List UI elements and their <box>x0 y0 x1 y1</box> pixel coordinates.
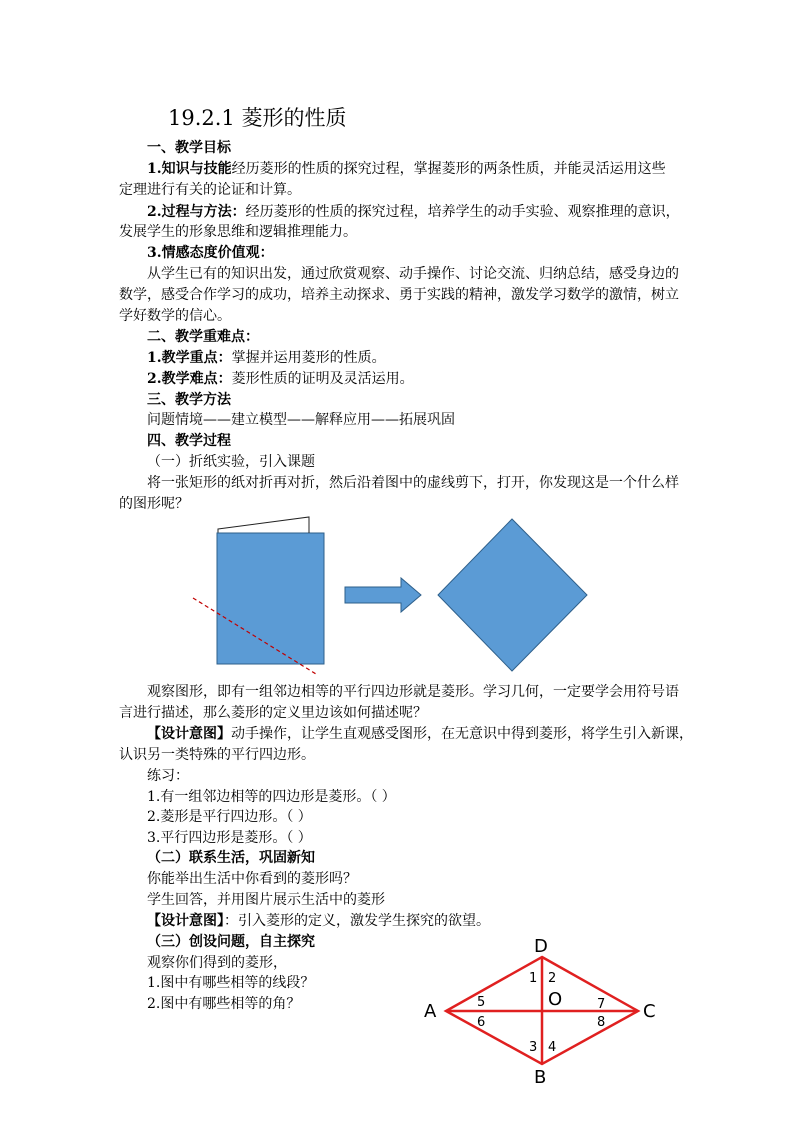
rhombus-abcd <box>446 957 638 1064</box>
design-intent-1 <box>147 724 693 744</box>
angle-label-4: 4 <box>548 1040 557 1055</box>
part3-heading: （三）创设问题，自主探究 <box>147 934 315 950</box>
section-heading-process: 四、教学过程 <box>147 433 231 449</box>
goal-process <box>147 202 680 222</box>
explore-text: 观察你们得到的菱形， <box>147 955 287 971</box>
goal-knowledge-label: 1.知识与技能 <box>147 161 232 177</box>
design-intent-2 <box>147 911 490 931</box>
fold-instruction-1: 将一张矩形的纸对折再对折，然后沿着图中的虚线剪下，打开，你发现这是一个什么样 <box>147 475 679 491</box>
design-intent-2-label: 【设计意图】 <box>147 913 224 929</box>
angle-label-5: 5 <box>477 995 486 1010</box>
result-rhombus <box>438 519 587 671</box>
section-heading-method: 三、教学方法 <box>147 392 231 408</box>
life-answer: 学生回答，并用图片展示生活中的菱形 <box>147 892 385 908</box>
goal-emotion-text1: 从学生已有的知识出发，通过欣赏观察、动手操作、讨论交流、归纳总结，感受身边的 <box>147 266 679 282</box>
section-heading-keypoints: 二、教学重难点： <box>147 329 259 345</box>
arrow-right-icon <box>345 578 421 612</box>
explore-question-1: 1.图中有哪些相等的线段？ <box>147 975 315 991</box>
vertex-label-c: C <box>643 1001 656 1022</box>
vertex-label-d: D <box>534 936 548 957</box>
method-text: 问题情境——建立模型——解释应用——拓展巩固 <box>147 412 455 428</box>
design-intent-1-cont: 认识另一类特殊的平行四边形。 <box>119 747 315 763</box>
cut-line <box>193 598 316 674</box>
fold-instruction-2: 的图形呢？ <box>119 496 189 512</box>
goal-emotion-text2: 数学，感受合作学习的成功，培养主动探求、勇于实践的精神，激发学习数学的激情，树立 <box>119 287 679 303</box>
observe-text-1: 观察图形，即有一组邻边相等的平行四边形就是菱形。学习几何，一定要学会用符号语 <box>147 684 679 700</box>
keypoint-focus-label: 1.教学重点： <box>147 350 232 366</box>
angle-label-2: 2 <box>548 971 557 986</box>
keypoint-difficulty <box>147 369 414 389</box>
life-question: 你能举出生活中你看到的菱形吗？ <box>147 871 357 887</box>
angle-label-6: 6 <box>477 1015 486 1030</box>
design-intent-1-text: 动手操作，让学生直观感受图形，在无意识中得到菱形，将学生引入新课， <box>231 726 693 742</box>
folded-paper-back <box>218 517 309 657</box>
angle-label-3: 3 <box>529 1040 538 1055</box>
part2-heading: （二）联系生活，巩固新知 <box>147 850 315 866</box>
vertex-label-a: A <box>424 1001 437 1022</box>
page-title: 19.2.1 菱形的性质 <box>168 106 347 130</box>
practice-question-2: 2.菱形是平行四边形。（ ） <box>147 809 312 825</box>
goal-process-text: 经历菱形的性质的探究过程，培养学生的动手实验、观察推理的意识， <box>245 204 680 220</box>
folded-paper-front <box>217 533 324 664</box>
keypoint-focus-text: 掌握并运用菱形的性质。 <box>231 350 386 366</box>
goal-emotion-label: 3.情感态度价值观： <box>147 245 274 261</box>
keypoint-focus <box>147 348 386 368</box>
section-heading-goals: 一、教学目标 <box>147 140 231 156</box>
goal-knowledge <box>147 159 666 179</box>
angle-label-1: 1 <box>529 971 538 986</box>
practice-label: 练习： <box>147 768 189 784</box>
practice-question-1: 1.有一组邻边相等的四边形是菱形。（ ） <box>147 789 396 805</box>
practice-question-3: 3.平行四边形是菱形。（ ） <box>147 830 312 846</box>
angle-label-7: 7 <box>597 997 606 1012</box>
observe-text-2: 言进行描述，那么菱形的定义里边该如何描述呢？ <box>119 705 427 721</box>
angle-label-8: 8 <box>597 1015 606 1030</box>
part1-heading: （一）折纸实验，引入课题 <box>147 454 315 470</box>
goal-process-label: 2.过程与方法： <box>147 204 246 220</box>
goal-process-cont: 发展学生的形象思维和逻辑推理能力。 <box>119 224 357 240</box>
center-label-o: O <box>548 989 563 1010</box>
design-intent-2-text: ：引入菱形的定义，激发学生探究的欲望。 <box>224 913 490 929</box>
vertex-label-b: B <box>534 1067 547 1088</box>
goal-knowledge-text: 经历菱形的性质的探究过程，掌握菱形的两条性质，并能灵活运用这些 <box>231 161 666 177</box>
design-intent-1-label: 【设计意图】 <box>147 726 231 742</box>
goal-knowledge-cont: 定理进行有关的论证和计算。 <box>119 182 301 198</box>
keypoint-difficulty-label: 2.教学难点： <box>147 371 232 387</box>
goal-emotion-text3: 学好数学的信心。 <box>119 308 231 324</box>
keypoint-difficulty-text: 菱形性质的证明及灵活运用。 <box>231 371 414 387</box>
explore-question-2: 2.图中有哪些相等的角？ <box>147 996 301 1012</box>
